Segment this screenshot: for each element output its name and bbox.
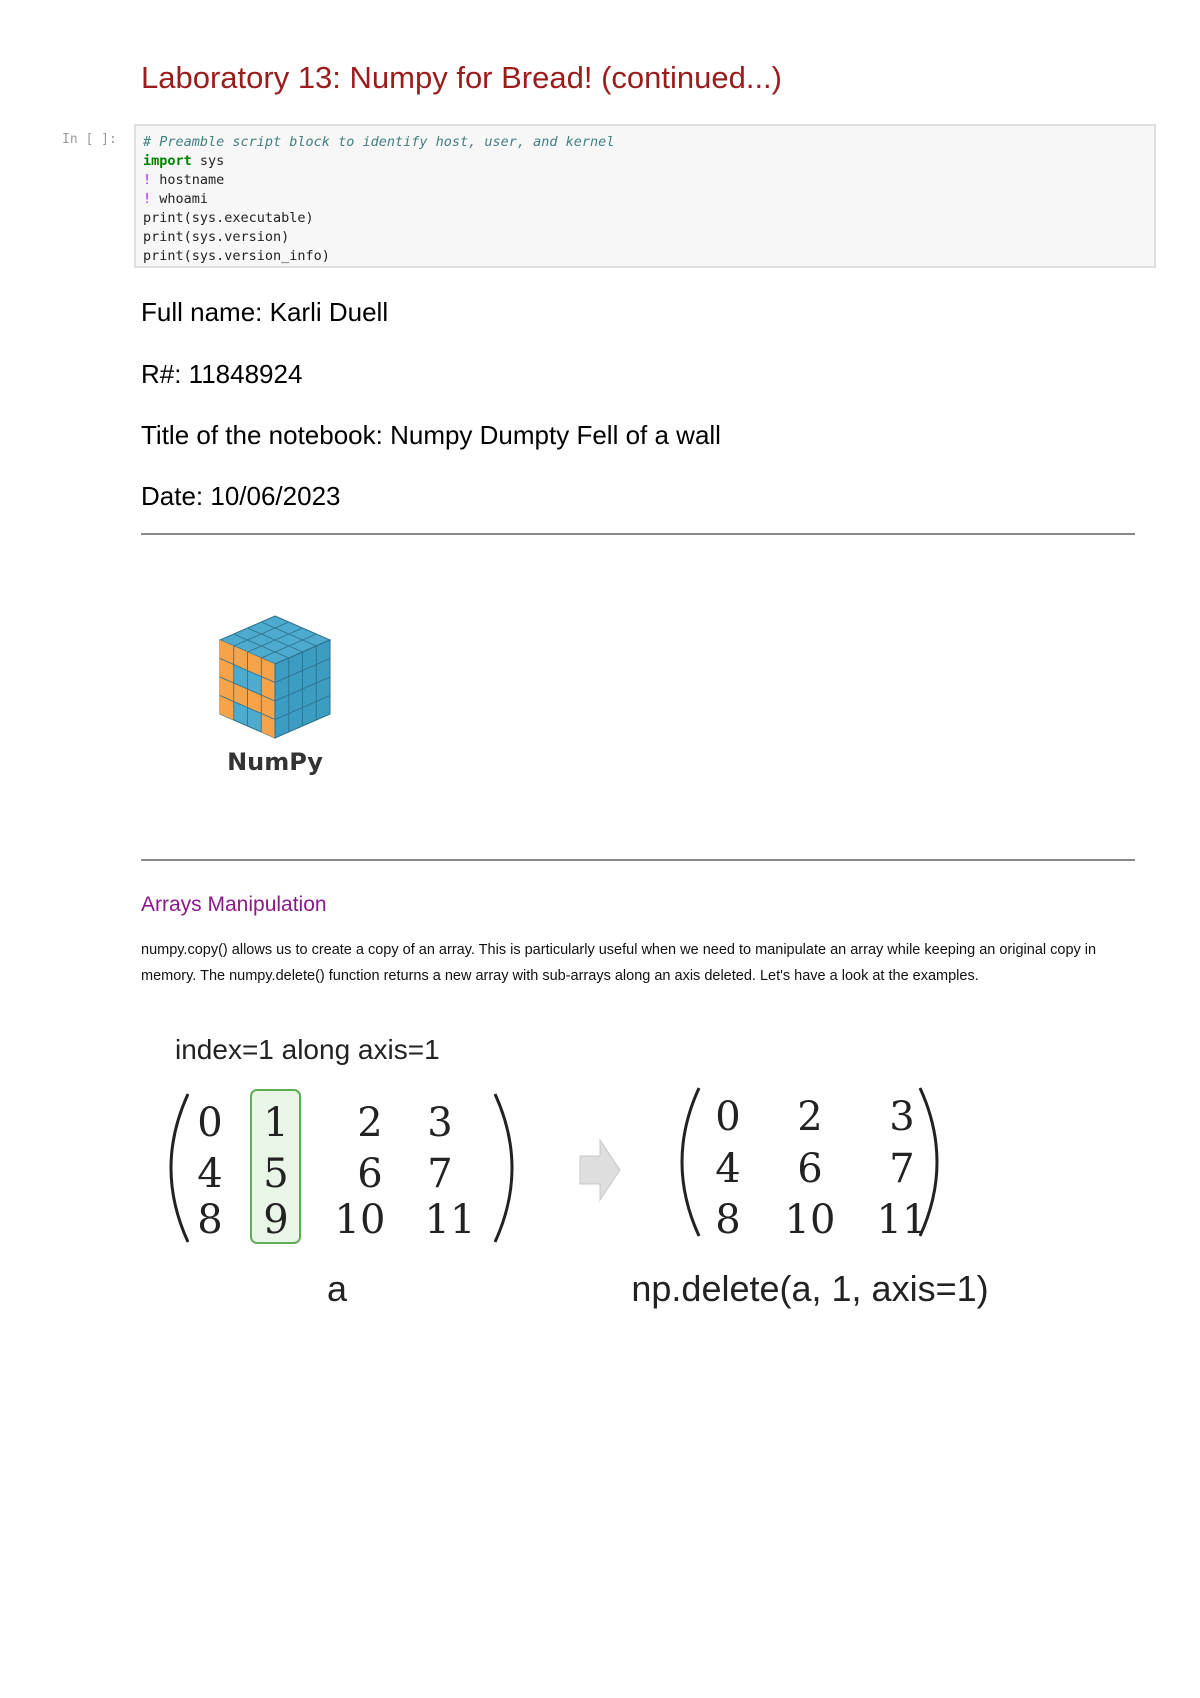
paren-left — [682, 1088, 699, 1236]
date-field: Date: 10/06/2023 — [141, 481, 341, 511]
matrix-a-label: a — [326, 1268, 348, 1309]
code-line-executable: print(sys.executable) — [143, 210, 314, 226]
arrow-right-icon — [580, 1140, 620, 1200]
matrix-a-cell: 0 — [197, 1100, 223, 1146]
full-name-field: Full name: Karli Duell — [141, 297, 389, 327]
paren-left — [171, 1094, 188, 1242]
paren-right — [495, 1094, 512, 1242]
code-bang: ! — [143, 172, 152, 188]
matrix-a-cell: 11 — [424, 1197, 476, 1243]
matrix-b-cell: 10 — [784, 1197, 836, 1243]
notebook-title-field: Title of the notebook: Numpy Dumpty Fell of a wall — [141, 420, 721, 450]
cell-prompt: In [ ]: — [62, 132, 117, 147]
matrix-b-cell: 3 — [889, 1094, 915, 1140]
section-paragraph: numpy.copy() allows us to create a copy of an array. This is particularly useful when we need to manipulate an array while keeping an original copy in memory. The numpy.delete() function returns a new array with sub-arrays along an axis deleted. Let's have a look at the examples. — [141, 942, 1097, 984]
matrix-b-cell: 2 — [797, 1094, 823, 1140]
rnum-field: R#: 11848924 — [141, 359, 303, 389]
matrix-a-cell: 4 — [197, 1151, 223, 1197]
matrix-a-cell: 7 — [427, 1151, 453, 1197]
notebook-title: Laboratory 13: Numpy for Bread! (continued...) — [141, 60, 782, 95]
matrix-a-cell: 1 — [263, 1100, 289, 1146]
numpy-logo — [205, 612, 345, 782]
code-text[interactable] — [136, 126, 1154, 273]
code-bang: ! — [143, 191, 152, 207]
matrix-b-cell: 6 — [797, 1146, 823, 1192]
matrix-a-cell: 10 — [334, 1197, 386, 1243]
code-line-version-info: print(sys.version_info) — [143, 248, 330, 264]
matrix-a-cell: 8 — [197, 1197, 223, 1243]
matrix-b-cell: 7 — [889, 1146, 915, 1192]
code-hostname: hostname — [151, 172, 225, 188]
code-line-version: print(sys.version) — [143, 229, 290, 245]
divider — [141, 533, 1135, 535]
code-comment: # Preamble script block to identify host, user, and kernel — [143, 134, 615, 150]
matrix-b-cell: 11 — [876, 1197, 928, 1243]
code-keyword-import: import — [143, 153, 192, 169]
section-heading: Arrays Manipulation — [141, 893, 327, 916]
code-cell[interactable] — [134, 124, 1156, 268]
matrix-a-cell: 9 — [263, 1197, 289, 1243]
matrix-b-label: np.delete(a, 1, axis=1) — [631, 1268, 989, 1309]
numpy-logo-text: NumPy — [227, 748, 323, 776]
matrix-a-cell: 6 — [357, 1151, 383, 1197]
figure-caption: index=1 along axis=1 — [175, 1034, 440, 1065]
code-whoami: whoami — [151, 191, 209, 207]
matrix-b-cell: 8 — [715, 1197, 741, 1243]
matrix-b-cell: 0 — [715, 1094, 741, 1140]
code-import-rest: sys — [191, 153, 225, 169]
delete-figure — [150, 1030, 1030, 1320]
matrix-a-cell: 5 — [263, 1151, 289, 1197]
matrix-b-cell: 4 — [715, 1146, 741, 1192]
matrix-a-cell: 3 — [427, 1100, 453, 1146]
divider — [141, 859, 1135, 861]
delete-figure-svg — [150, 1030, 1030, 1320]
numpy-cube-icon — [205, 612, 345, 742]
matrix-a-cell: 2 — [357, 1100, 383, 1146]
